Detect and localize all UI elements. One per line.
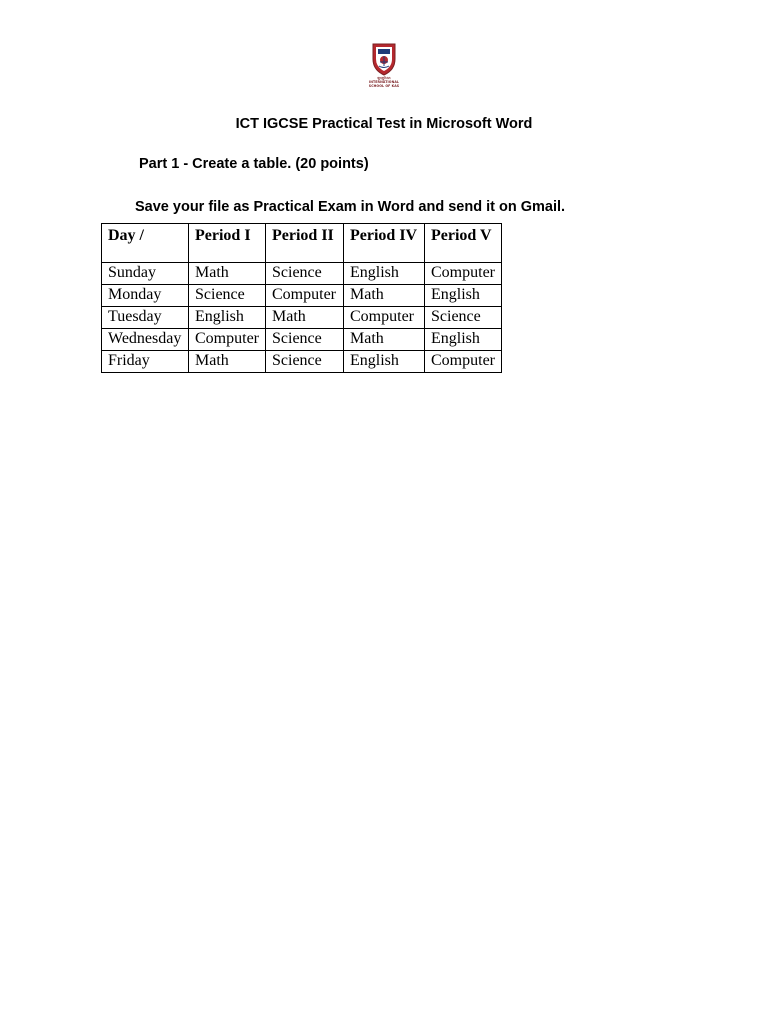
table-cell: Science: [266, 263, 344, 285]
table-cell: Tuesday: [102, 307, 189, 329]
table-row: [102, 329, 502, 351]
table-row: [102, 307, 502, 329]
table-cell: Math: [344, 285, 425, 307]
table-header-row: [102, 224, 502, 263]
table-cell: Friday: [102, 351, 189, 373]
table-cell: Computer: [266, 285, 344, 307]
table-cell: Math: [189, 351, 266, 373]
table-cell: Science: [189, 285, 266, 307]
logo-line-3: SCHOOL OF KAS: [368, 84, 400, 88]
table-cell: English: [425, 329, 502, 351]
school-crest-icon: [364, 42, 404, 76]
table-cell: Science: [266, 351, 344, 373]
table-cell: Wednesday: [102, 329, 189, 351]
table-cell: Computer: [425, 263, 502, 285]
table-cell: English: [344, 351, 425, 373]
table-cell: Math: [344, 329, 425, 351]
header-cell-period-5: Period V: [425, 224, 502, 263]
table-cell: Computer: [344, 307, 425, 329]
header-cell-period-4: Period IV: [344, 224, 425, 263]
header-cell-period-1: Period I: [189, 224, 266, 263]
instruction-text: Save your file as Practical Exam in Word and send it on Gmail.: [135, 199, 566, 215]
timetable: [101, 223, 502, 373]
table-cell: Sunday: [102, 263, 189, 285]
table-cell: Science: [266, 329, 344, 351]
header-cell-day: Day /: [102, 224, 189, 263]
table-cell: Monday: [102, 285, 189, 307]
document-title: ICT IGCSE Practical Test in Microsoft Word: [235, 116, 533, 132]
table-row: [102, 285, 502, 307]
table-cell: English: [425, 285, 502, 307]
table-cell: Math: [266, 307, 344, 329]
table-cell: English: [189, 307, 266, 329]
part-heading: Part 1 - Create a table. (20 points): [139, 156, 369, 172]
table-cell: Science: [425, 307, 502, 329]
logo-line-2: INTERNATIONAL: [368, 80, 400, 84]
table-cell: Computer: [189, 329, 266, 351]
logo-line-1: ឡាញូវ៉ាលា: [377, 76, 391, 80]
table-cell: Computer: [425, 351, 502, 373]
header-cell-period-2: Period II: [266, 224, 344, 263]
table-cell: English: [344, 263, 425, 285]
table-cell: Math: [189, 263, 266, 285]
table-row: [102, 263, 502, 285]
school-logo: [364, 42, 404, 92]
table-row: [102, 351, 502, 373]
